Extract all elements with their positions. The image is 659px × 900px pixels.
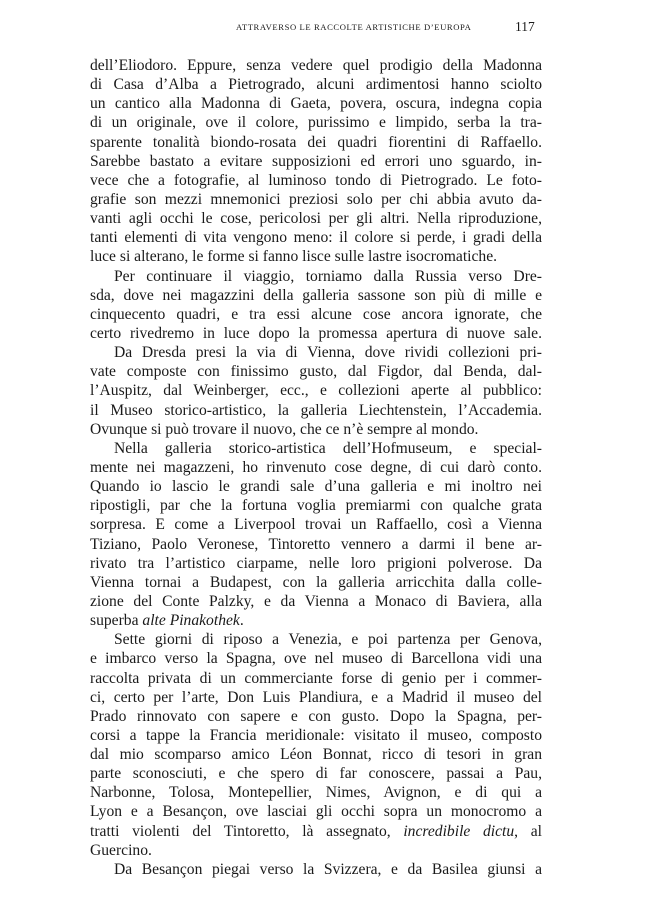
text-line: di un originale, ove il colore, purissimo e limpido, serba la tra-	[90, 114, 542, 132]
text-line: corsi a tappe la Francia meridionale: visitato il museo, composto	[90, 726, 542, 744]
paragraph-6	[90, 860, 542, 879]
text-line: zione del Conte Palzky, e da Vienna a Monaco di Baviera, alla	[90, 592, 542, 610]
text-line: di Casa d’Alba a Pietrogrado, alcuni ardimentosi hanno sciolto	[90, 76, 542, 94]
text-line: sda, dove nei magazzini della galleria sassone son più di mille e	[90, 286, 542, 304]
text-line: vanti agli occhi le cose, pericolosi per gli altri. Nella riproduzione,	[90, 210, 542, 228]
text-line: un cantico alla Madonna di Gaeta, povera, oscura, indegna copia	[90, 95, 542, 113]
text-line: Da Dresda presi la via di Vienna, dove rividi collezioni pri-	[114, 344, 542, 362]
text-line: Nella galleria storico-artistica dell’Hofmuseum, e special-	[114, 439, 542, 457]
text-segment: superba	[90, 612, 143, 630]
text-line: Ovunque si può trovare il nuovo, che ce n’è sempre al mondo.	[90, 420, 479, 438]
text-segment: , al	[514, 822, 542, 840]
text-line: luce si alterano, le forme si fanno lisce sulle lastre isocromatiche.	[90, 248, 498, 266]
page-number: 117	[515, 19, 535, 34]
body-text	[90, 56, 542, 879]
text-line: vece che a fotografie, al luminoso tondo di Pietrogrado. Le foto-	[90, 171, 542, 189]
paragraph-1	[90, 56, 542, 267]
text-line: ci, certo per l’arte, Don Luis Plandiura, e a Madrid il museo del	[90, 688, 542, 706]
text-line: rivato tra l’artistico ciarpame, nelle loro prigioni polverose. Da	[90, 554, 542, 572]
text-line: Quando io lascio le grandi sale d’una galleria e mi inoltro nei	[90, 478, 542, 496]
text-line: Da Besançon piegai verso la Svizzera, e da Basilea giunsi a	[114, 860, 542, 878]
text-line: Lyon e a Besançon, ove lasciai gli occhi sopra un monocromo a	[90, 803, 542, 821]
text-line: Per continuare il viaggio, torniamo dalla Russia verso Dre-	[114, 267, 542, 285]
text-line: dal mio scomparso amico Léon Bonnat, ricco di tesori in gran	[90, 746, 542, 764]
text-line: e imbarco verso la Spagna, ove nel museo di Barcellona vidi una	[90, 650, 542, 668]
text-line: Guercino.	[90, 841, 152, 859]
paragraph-4	[90, 439, 542, 630]
text-line: Sette giorni di riposo a Venezia, e poi partenza per Genova,	[114, 631, 542, 649]
text-line: Vienna tornai a Budapest, con la galleria arricchita dalla colle-	[90, 573, 542, 591]
text-line: mente nei magazzeni, ho rinvenuto cose degne, di cui darò conto.	[90, 458, 542, 476]
text-line: Prado rinnovato con sapere e con gusto. Dopo la Spagna, per-	[90, 707, 542, 725]
text-line: sparente tonalità biondo-rosata dei quadri fiorentini di Raffaello.	[90, 133, 542, 151]
text-line: cinquecento quadri, e tra essi alcune cose ancora ignorate, che	[90, 305, 542, 323]
text-line: vate composte con finissimo gusto, dal Figdor, dal Benda, dal-	[90, 363, 542, 381]
paragraph-5	[90, 630, 542, 860]
text-line: Narbonne, Tolosa, Montepellier, Nimes, Avignon, e di qui a	[90, 784, 542, 802]
paragraph-3	[90, 343, 542, 439]
text-line: Tiziano, Paolo Veronese, Tintoretto vennero a darmi il bene ar-	[90, 535, 542, 553]
text-line: dell’Eliodoro. Eppure, senza vedere quel prodigio della Madonna	[90, 57, 542, 74]
text-line: ripostigli, par che la fortuna voglia premiarmi con qualche grata	[90, 497, 542, 515]
text-line: il Museo storico-artistico, la galleria Liechtenstein, l’Accademia.	[90, 401, 542, 419]
italic-phrase: incredibile dictu	[403, 822, 515, 840]
text-line: tanti elementi di vita vengono meno: il colore si perde, i gradi della	[90, 229, 542, 247]
text-line	[90, 822, 542, 841]
text-line: certo rivedremo in luce dopo la promessa apertura di nuove sale.	[90, 324, 542, 342]
text-line: raccolta privata di un commerciante forse di genio per i commer-	[90, 669, 542, 687]
text-line	[90, 611, 542, 630]
text-line: l’Auspitz, dal Weinberger, ecc., e collezioni aperte al pubblico:	[90, 382, 542, 400]
italic-title: alte Pinakothek	[142, 612, 240, 630]
running-head: ATTRAVERSO LE RACCOLTE ARTISTICHE D’EUROPA	[236, 22, 472, 32]
text-segment: tratti violenti del Tintoretto, là assegnato,	[90, 822, 404, 840]
text-line: sorpresa. E come a Liverpool trovai un Raffaello, così a Vienna	[90, 516, 542, 534]
text-line: parte sconosciuti, e che spero di far conoscere, passai a Pau,	[90, 765, 542, 783]
text-line: grafie son mezzi mnemonici preziosi solo per chi abbia avuto da-	[90, 190, 542, 208]
paragraph-2	[90, 267, 542, 344]
text-line: Sarebbe bastato a evitare supposizioni ed errori uno sguardo, in-	[90, 152, 542, 170]
text-segment: .	[239, 612, 244, 630]
